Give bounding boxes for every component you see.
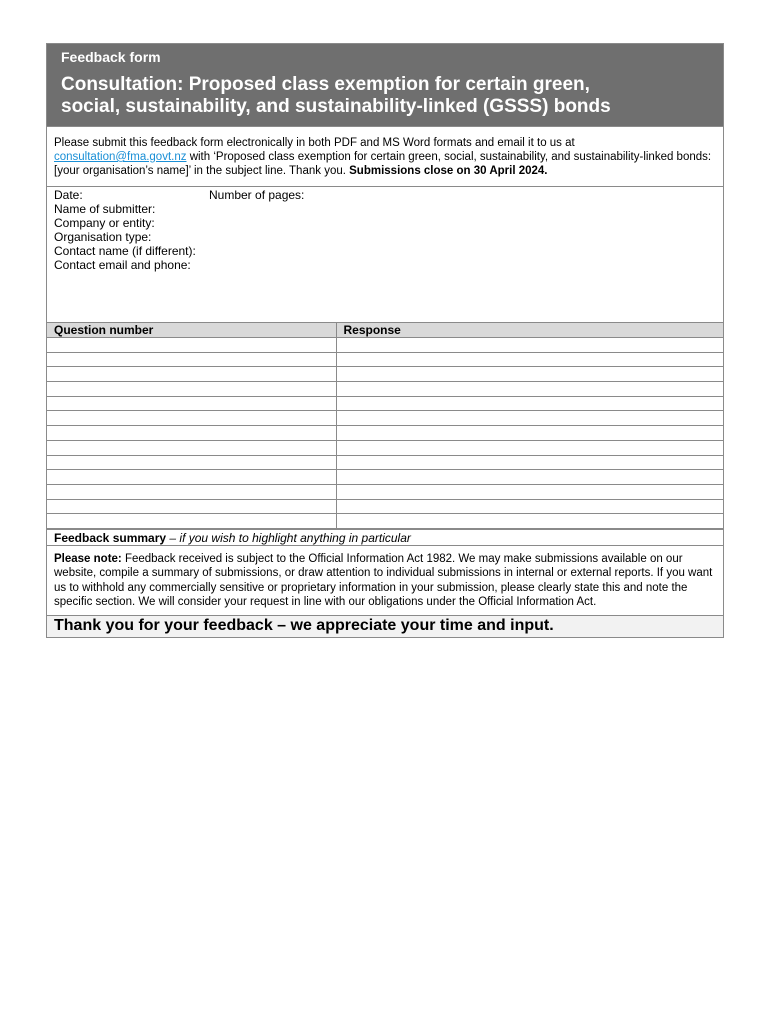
submitter-details — [47, 186, 723, 322]
question-number-cell[interactable] — [47, 352, 336, 367]
question-number-cell[interactable] — [47, 514, 336, 529]
contact-name-field-label[interactable]: Contact name (if different): — [54, 244, 196, 258]
table-row — [47, 514, 723, 529]
response-cell[interactable] — [336, 440, 723, 455]
company-field-label[interactable]: Company or entity: — [54, 216, 155, 230]
table-row — [47, 411, 723, 426]
question-number-cell[interactable] — [47, 411, 336, 426]
response-cell[interactable] — [336, 455, 723, 470]
form-title-line-2: social, sustainability, and sustainability-linked (GSSS) bonds — [61, 96, 611, 117]
please-note-text: Feedback received is subject to the Official Information Act 1982. We may make submissions available on our website, compile a summary of submissions, or draw attention to individual submissions in internal or external reports. If you want us to withhold any commercially sensitive or proprietary information in your submission, please clearly state this and note the specific section. We will consider your request in line with our obligations under the Official Information Act. — [54, 552, 713, 608]
table-row — [47, 352, 723, 367]
question-number-cell[interactable] — [47, 338, 336, 353]
response-cell[interactable] — [336, 367, 723, 382]
response-cell[interactable] — [336, 514, 723, 529]
email-link[interactable]: consultation@fma.govt.nz — [54, 151, 187, 163]
form-title-line-1: Consultation: Proposed class exemption for certain green, — [61, 74, 590, 95]
response-cell[interactable] — [336, 411, 723, 426]
response-header: Response — [336, 323, 723, 338]
table-row — [47, 426, 723, 441]
table-row — [47, 484, 723, 499]
feedback-summary-hint: – if you wish to highlight anything in particular — [166, 530, 411, 545]
question-number-cell[interactable] — [47, 426, 336, 441]
submission-deadline: Submissions close on 30 April 2024. — [349, 165, 548, 177]
question-number-cell[interactable] — [47, 484, 336, 499]
table-row — [47, 470, 723, 485]
org-type-field-label[interactable]: Organisation type: — [54, 230, 152, 244]
question-number-cell[interactable] — [47, 396, 336, 411]
question-number-cell[interactable] — [47, 499, 336, 514]
response-cell[interactable] — [336, 338, 723, 353]
response-cell[interactable] — [336, 484, 723, 499]
question-number-header: Question number — [47, 323, 336, 338]
table-row — [47, 499, 723, 514]
question-number-cell[interactable] — [47, 440, 336, 455]
table-row — [47, 367, 723, 382]
pages-field-label[interactable]: Number of pages: — [209, 188, 305, 202]
response-cell[interactable] — [336, 352, 723, 367]
table-body — [47, 338, 723, 529]
thank-you-message: Thank you for your feedback – we appreciate your time and input. — [47, 615, 723, 637]
table-header-row — [47, 323, 723, 338]
form-title — [61, 74, 709, 118]
intro-text-after-link: with ‘Proposed class exemption for certain green, social, sustainability, and sustainability-linked bonds: [your organisation’s name]’ in the subject line. Thank you. — [54, 151, 712, 177]
contact-email-field-label[interactable]: Contact email and phone: — [54, 258, 191, 272]
table-row — [47, 396, 723, 411]
feedback-form — [46, 43, 724, 638]
question-response-table — [47, 322, 723, 529]
response-cell[interactable] — [336, 470, 723, 485]
response-cell[interactable] — [336, 426, 723, 441]
question-number-cell[interactable] — [47, 367, 336, 382]
question-number-cell[interactable] — [47, 455, 336, 470]
feedback-summary-label: Feedback summary — [54, 530, 167, 545]
please-note-label: Please note: — [54, 552, 122, 565]
feedback-summary-row[interactable] — [47, 529, 723, 545]
submitter-field-label[interactable]: Name of submitter: — [54, 202, 156, 216]
response-cell[interactable] — [336, 499, 723, 514]
date-field-label[interactable]: Date: — [54, 188, 83, 202]
table-row — [47, 338, 723, 353]
intro-instructions — [47, 126, 723, 186]
response-cell[interactable] — [336, 382, 723, 397]
table-row — [47, 455, 723, 470]
table-row — [47, 382, 723, 397]
response-cell[interactable] — [336, 396, 723, 411]
question-number-cell[interactable] — [47, 382, 336, 397]
please-note-section — [47, 545, 723, 615]
intro-text: Please submit this feedback form electronically in both PDF and MS Word formats and email it to us at — [54, 137, 575, 149]
question-number-cell[interactable] — [47, 470, 336, 485]
form-kicker: Feedback form — [61, 49, 161, 65]
form-header — [47, 44, 723, 126]
table-row — [47, 440, 723, 455]
